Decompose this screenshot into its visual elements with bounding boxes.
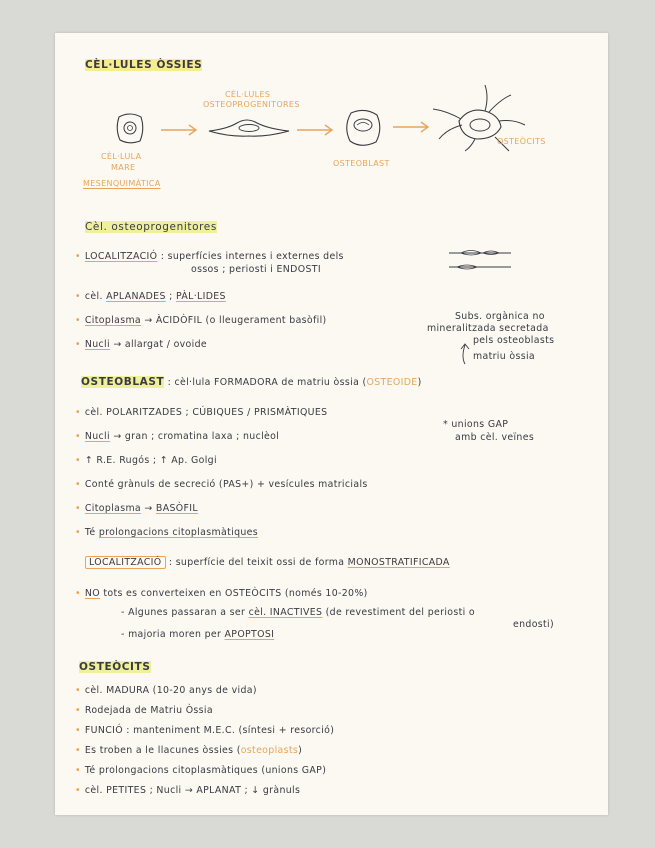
osteoblast-bullet-5: • Citoplasma → BASÒFIL: [75, 503, 198, 514]
osteoblast-fate-sub-1: - Algunes passaran a ser cèl. INACTIVES (de revestiment del periosti o: [121, 607, 476, 618]
osteoprog-bullet-2: • Citoplasma → ÀCIDÒFIL (o lleugerament basòfil): [75, 315, 327, 326]
osteoblast-localitzacio: LOCALITZACIÓ : superfície del teixit ossi de forma MONOSTRATIFICADA: [85, 557, 450, 568]
localitzacio-text-2: ossos ; periosti i ENDOSTI: [191, 264, 321, 275]
matrix-note-3: pels osteoblasts: [473, 335, 555, 346]
osteocits-bullet-6: • cèl. PETITES ; Nucli → APLANAT ; ↓ grànuls: [75, 785, 301, 796]
osteocits-bullet-3: • FUNCIÓ : manteniment M.E.C. (síntesi + resorció): [75, 725, 335, 736]
arrow-right-icon: [391, 120, 431, 134]
osteoblast-bullet-6: • Té prolongacions citoplasmàtiques: [75, 527, 259, 538]
mesenchymal-cell-icon: [115, 111, 145, 145]
page-title: CÈL·LULES ÒSSIES: [85, 59, 203, 71]
osteoprog-bullet-1: • cèl. APLANADES ; PÀL·LIDES: [75, 291, 226, 302]
osteocits-bullet-5: • Té prolongacions citoplasmàtiques (unions GAP): [75, 765, 327, 776]
localitzacio-text: : superfícies internes i externes dels: [160, 251, 344, 262]
mare-label-1: CÈL·LULA: [101, 152, 142, 161]
section-osteocits-heading: OSTEÒCITS: [79, 661, 151, 673]
osteoblast-fate-sub-2: - majoria moren per APOPTOSI: [121, 629, 275, 640]
osteoprog-label-2: OSTEOPROGENITORES: [203, 100, 300, 109]
localitzacio-label: LOCALITZACIÓ: [84, 251, 158, 262]
mare-label-3: MESENQUIMÀTICA: [83, 179, 161, 188]
localitzacio-label: LOCALITZACIÓ: [85, 556, 166, 569]
flat-cells-sketch-icon: [447, 246, 513, 274]
osteoblast-bullet-4: • Conté grànuls de secreció (PAS+) + vesícules matricials: [75, 479, 368, 490]
arrow-right-icon: [295, 123, 335, 137]
osteoblast-bullet-1: • cèl. POLARITZADES ; CÚBIQUES / PRISMÀTIQUES: [75, 407, 328, 418]
osteoblast-fate: • NO tots es converteixen en OSTEÒCITS (només 10-20%): [75, 588, 368, 599]
osteoprog-localitzacio: • LOCALITZACIÓ : superfícies internes i externes dels: [75, 251, 344, 262]
osteoprog-bullet-3: • Nucli → allargat / ovoide: [75, 339, 208, 350]
arrow-up-icon: [457, 343, 473, 365]
matrix-note-2: mineralitzada secretada: [427, 323, 549, 334]
osteoprog-label-1: CÈL·LULES: [225, 90, 271, 99]
osteoblast-cell-icon: [343, 107, 383, 149]
section-osteoprogenitores-heading: Cèl. osteoprogenitores: [85, 221, 217, 233]
notebook-page: [55, 33, 608, 815]
osteoblast-definition: OSTEOBLAST : cèl·lula FORMADORA de matriu òssia (OSTEOIDE): [81, 376, 422, 388]
gap-note-2: amb cèl. veïnes: [455, 432, 535, 443]
osteoblast-bullet-3: • ↑ R.E. Rugós ; ↑ Ap. Golgi: [75, 455, 217, 466]
matrix-note-4: matriu òssia: [473, 351, 535, 362]
mare-label-2: MARE: [111, 163, 136, 172]
arrow-right-icon: [159, 123, 199, 137]
gap-note-1: * unions GAP: [443, 419, 509, 430]
osteocits-bullet-4: • Es troben a le llacunes òssies (osteoplasts): [75, 745, 303, 756]
osteoblast-bullet-2: • Nucli → gran ; cromatina laxa ; nuclèol: [75, 431, 280, 442]
osteoprogenitor-cell-icon: [207, 115, 291, 139]
osteocits-bullet-1: • cèl. MADURA (10-20 anys de vida): [75, 685, 257, 696]
osteoblast-fate-sub-1b: endosti): [513, 619, 555, 630]
osteocits-bullet-2: • Rodejada de Matriu Òssia: [75, 705, 213, 716]
section-osteoblast-heading: OSTEOBLAST: [81, 376, 165, 388]
osteoblast-label: OSTEOBLAST: [333, 159, 390, 168]
osteocits-label: OSTEÒCITS: [497, 137, 546, 146]
matrix-note-1: Subs. orgànica no: [455, 311, 545, 322]
